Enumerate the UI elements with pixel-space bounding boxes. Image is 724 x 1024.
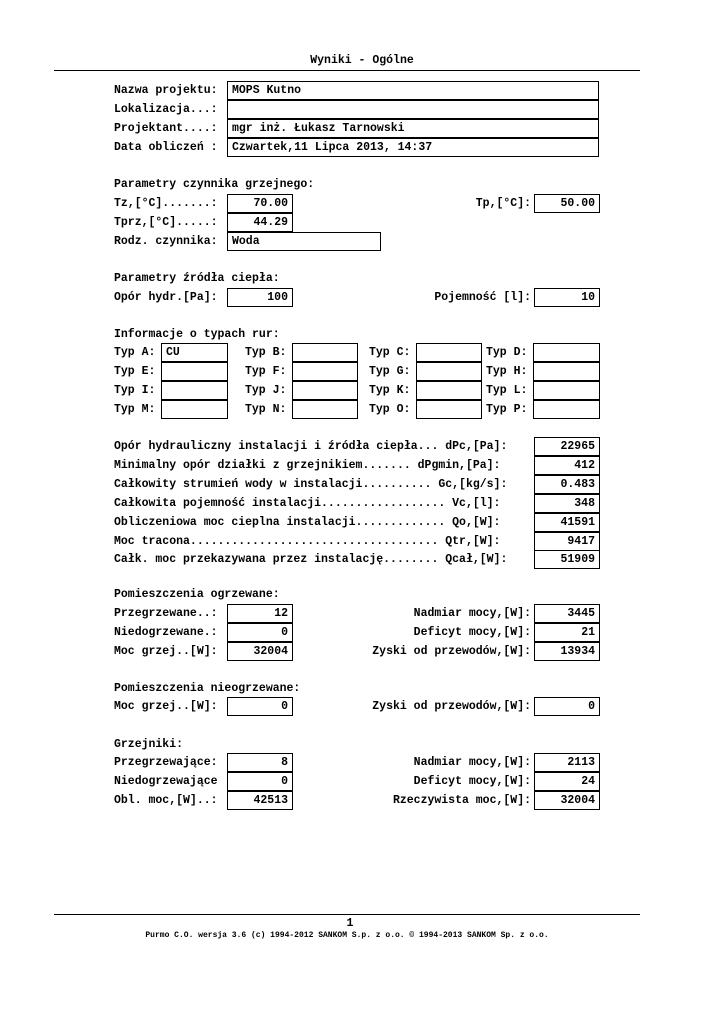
tp-label: Tp,[°C]: [475, 197, 531, 210]
heated-gains-field: 13934 [534, 642, 600, 661]
pipe-type-e-field [161, 362, 228, 381]
heated-excess-label: Nadmiar mocy,[W]: [413, 607, 531, 620]
summary-row-value: 41591 [534, 513, 600, 532]
designer-field: mgr inż. Łukasz Tarnowski [227, 119, 599, 138]
heated-underheated-label: Niedogrzewane.: [114, 626, 218, 639]
fluid-heading: Parametry czynnika grzejnego: [114, 178, 315, 191]
pipe-type-i-field [161, 381, 228, 400]
pipe-type-m-label: Typ M: [114, 403, 156, 416]
pipe-type-d-field [533, 343, 600, 362]
heated-overheated-field: 12 [227, 604, 293, 623]
radiators-deficit-field: 24 [534, 772, 600, 791]
heated-deficit-label: Deficyt mocy,[W]: [413, 626, 531, 639]
project-name-field: MOPS Kutno [227, 81, 599, 100]
radiators-overheating-field: 8 [227, 753, 293, 772]
pipe-type-l-label: Typ L: [486, 384, 528, 397]
project-name-label: Nazwa projektu: [114, 84, 218, 97]
radiators-overheating-label: Przegrzewające: [114, 756, 218, 769]
pipe-type-a-label: Typ A: [114, 346, 156, 359]
pipe-type-l-field [533, 381, 600, 400]
radiators-heading: Grzejniki: [114, 738, 184, 751]
fluid-type-field: Woda [227, 232, 381, 251]
pipe-type-j-label: Typ J: [245, 384, 287, 397]
summary-row-label: Całkowity strumień wody w instalacji.......... Gc,[kg/s]: [114, 478, 508, 491]
summary-row-value: 22965 [534, 437, 600, 456]
tprz-field: 44.29 [227, 213, 293, 232]
page-title: Wyniki - Ogólne [310, 54, 414, 67]
pipe-type-h-field [533, 362, 600, 381]
pipe-type-p-field [533, 400, 600, 419]
summary-row-value: 9417 [534, 532, 600, 551]
page-number: 1 [346, 917, 354, 930]
location-field [227, 100, 599, 119]
footer-copyright: Purmo C.O. wersja 3.6 (c) 1994-2012 SANKOM S.p. z o.o. © 1994-2013 SANKOM Sp. z o.o. [145, 931, 549, 940]
summary-row-label: Całkowita pojemność instalacji.................. Vc,[l]: [114, 497, 501, 510]
summary-row-value: 0.483 [534, 475, 600, 494]
source-capacity-field: 10 [534, 288, 600, 307]
source-heading: Parametry źródła ciepła: [114, 272, 280, 285]
radiators-excess-label: Nadmiar mocy,[W]: [413, 756, 531, 769]
pipe-type-e-label: Typ E: [114, 365, 156, 378]
tz-field: 70.00 [227, 194, 293, 213]
radiators-calc-power-field: 42513 [227, 791, 293, 810]
heated-power-label: Moc grzej..[W]: [114, 645, 218, 658]
source-resistance-label: Opór hydr.[Pa]: [114, 291, 218, 304]
pipe-type-p-label: Typ P: [486, 403, 528, 416]
pipe-type-a-field: CU [161, 343, 228, 362]
header-divider [54, 70, 640, 71]
pipe-type-g-field [416, 362, 482, 381]
heated-excess-field: 3445 [534, 604, 600, 623]
radiators-calc-power-label: Obl. moc,[W]..: [114, 794, 218, 807]
date-label: Data obliczeń : [114, 141, 218, 154]
pipe-type-f-label: Typ F: [245, 365, 287, 378]
pipes-heading: Informacje o typach rur: [114, 328, 280, 341]
summary-row-label: Minimalny opór działki z grzejnikiem....... dPgmin,[Pa]: [114, 459, 501, 472]
heated-underheated-field: 0 [227, 623, 293, 642]
tprz-label: Tprz,[°C].....: [114, 216, 218, 229]
unheated-gains-label: Zyski od przewodów,[W]: [372, 700, 531, 713]
heated-deficit-field: 21 [534, 623, 600, 642]
summary-row-label: Moc tracona.................................... Qtr,[W]: [114, 535, 501, 548]
heated-overheated-label: Przegrzewane..: [114, 607, 218, 620]
summary-row-value: 412 [534, 456, 600, 475]
unheated-power-field: 0 [227, 697, 293, 716]
radiators-deficit-label: Deficyt mocy,[W]: [413, 775, 531, 788]
heated-power-field: 32004 [227, 642, 293, 661]
tz-label: Tz,[°C].......: [114, 197, 218, 210]
summary-row-label: Opór hydrauliczny instalacji i źródła ciepła... dPc,[Pa]: [114, 440, 508, 453]
location-label: Lokalizacja...: [114, 103, 218, 116]
pipe-type-m-field [161, 400, 228, 419]
summary-row-value: 348 [534, 494, 600, 513]
pipe-type-b-label: Typ B: [245, 346, 287, 359]
pipe-type-k-field [416, 381, 482, 400]
date-field: Czwartek,11 Lipca 2013, 14:37 [227, 138, 599, 157]
pipe-type-o-label: Typ O: [369, 403, 411, 416]
pipe-type-g-label: Typ G: [369, 365, 411, 378]
footer-divider [54, 914, 640, 915]
radiators-underheating-label: Niedogrzewające [114, 775, 218, 788]
pipe-type-k-label: Typ K: [369, 384, 411, 397]
designer-label: Projektant....: [114, 122, 218, 135]
summary-row-label: Całk. moc przekazywana przez instalację........ Qcał,[W]: [114, 553, 508, 566]
unheated-heading: Pomieszczenia nieogrzewane: [114, 682, 301, 695]
summary-row-value: 51909 [534, 550, 600, 569]
pipe-type-d-label: Typ D: [486, 346, 528, 359]
unheated-gains-field: 0 [534, 697, 600, 716]
tp-field: 50.00 [534, 194, 600, 213]
source-resistance-field: 100 [227, 288, 293, 307]
pipe-type-h-label: Typ H: [486, 365, 528, 378]
pipe-type-b-field [292, 343, 358, 362]
pipe-type-j-field [292, 381, 358, 400]
pipe-type-c-field [416, 343, 482, 362]
radiators-actual-power-field: 32004 [534, 791, 600, 810]
radiators-underheating-field: 0 [227, 772, 293, 791]
radiators-actual-power-label: Rzeczywista moc,[W]: [392, 794, 531, 807]
pipe-type-c-label: Typ C: [369, 346, 411, 359]
fluid-type-label: Rodz. czynnika: [114, 235, 218, 248]
source-capacity-label: Pojemność [l]: [434, 291, 531, 304]
radiators-excess-field: 2113 [534, 753, 600, 772]
pipe-type-o-field [416, 400, 482, 419]
pipe-type-f-field [292, 362, 358, 381]
pipe-type-n-field [292, 400, 358, 419]
heated-heading: Pomieszczenia ogrzewane: [114, 588, 280, 601]
pipe-type-i-label: Typ I: [114, 384, 156, 397]
unheated-power-label: Moc grzej..[W]: [114, 700, 218, 713]
pipe-type-n-label: Typ N: [245, 403, 287, 416]
summary-row-label: Obliczeniowa moc cieplna instalacji............. Qo,[W]: [114, 516, 501, 529]
heated-gains-label: Zyski od przewodów,[W]: [372, 645, 531, 658]
